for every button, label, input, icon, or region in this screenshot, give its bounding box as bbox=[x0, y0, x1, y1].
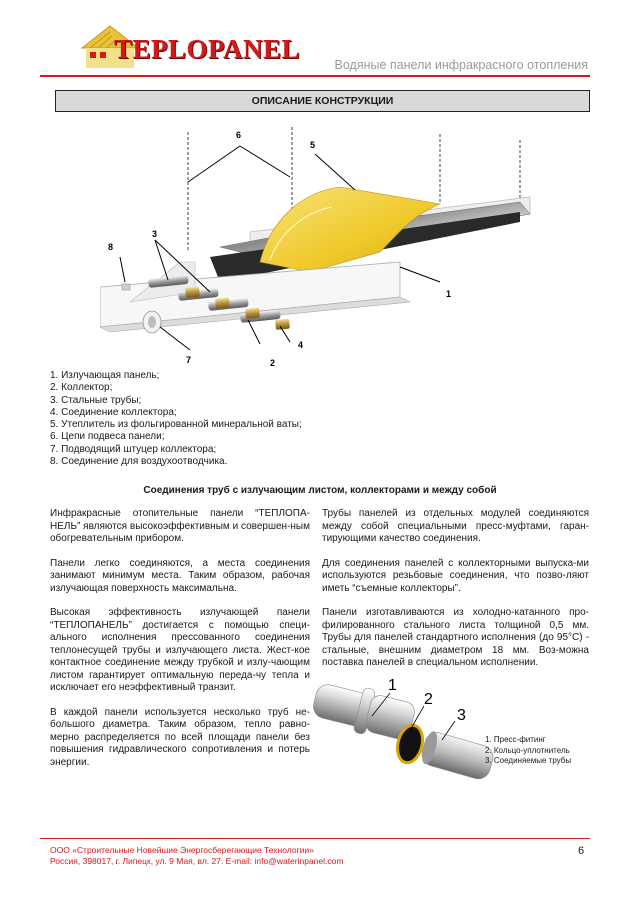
callout-7: 7 bbox=[186, 355, 192, 365]
fitting-callout-3: 3 bbox=[457, 707, 466, 724]
fitting-legend bbox=[485, 735, 571, 767]
footer-contacts bbox=[50, 845, 343, 867]
header-tagline: Водяные панели инфракрасного отопления bbox=[334, 58, 588, 72]
legend-item: 2. Коллектор; bbox=[50, 382, 113, 394]
paragraph: Трубы панелей из отдельных модулей соединяются между собой специальными пресс-муфтами, гаран-тирующими качество соединения. bbox=[322, 508, 589, 544]
legend-item: 8. Соединение для воздухоотводчика. bbox=[50, 456, 228, 468]
logo-text: TEPLOPANEL bbox=[114, 34, 301, 64]
fitting-legend-item: 3. Соединяемые трубы bbox=[485, 756, 572, 765]
page-number: 6 bbox=[578, 845, 585, 857]
logo bbox=[80, 22, 320, 72]
paragraph: Инфракрасные отопительные панели “ТЕПЛОПА-НЕЛЬ” являются высокоэффективным и совершен-ным обогревательным прибором. bbox=[50, 508, 310, 544]
fitting-callout-2: 2 bbox=[424, 691, 433, 708]
callout-8: 8 bbox=[108, 242, 114, 252]
callout-2: 2 bbox=[270, 358, 276, 368]
paragraph: Для соединения панелей с коллекторными выпуска-ми используются резьбовые соединения, что позво-ляют иметь “съемные коллекторы”. bbox=[322, 557, 589, 594]
paragraph: Высокая эффективность излучающей панели “ТЕПЛОПАНЕЛЬ” достигается с помощью специ-ального исполнения прессованного соединения теплонесущей трубы и излучающего листа. Жест-кое контактное соединение между трубкой и излу-чающим листом гарантирует оптимальную переда-чу тепла и исключает его неэффективный транзит. bbox=[50, 607, 310, 693]
page-header bbox=[0, 0, 638, 80]
legend-item: 5. Утеплитель из фольгированной минеральной ваты; bbox=[50, 419, 302, 431]
component-legend bbox=[50, 370, 590, 468]
callout-3: 3 bbox=[152, 229, 158, 239]
legend-item: 4. Соединение коллектора; bbox=[50, 406, 177, 418]
legend-item: 6. Цепи подвеса панели; bbox=[50, 431, 165, 443]
fitting-callout-1: 1 bbox=[388, 677, 397, 694]
left-text-column bbox=[50, 508, 310, 781]
legend-item: 7. Подводящий штуцер коллектора; bbox=[50, 443, 217, 455]
callout-6: 6 bbox=[236, 130, 242, 140]
paragraph: Панели легко соединяются, а места соединения занимают минимум места. Таким образом, рабочая излучающая поверхность максимальна. bbox=[50, 557, 310, 594]
panel-construction-diagram bbox=[100, 122, 540, 372]
fitting-legend-item: 1. Пресс-фитинг bbox=[485, 735, 546, 744]
press-fitting-illustration bbox=[312, 668, 597, 786]
header-divider bbox=[40, 75, 590, 77]
right-text-column bbox=[322, 508, 589, 682]
callout-1: 1 bbox=[446, 289, 452, 299]
legend-item: 1. Излучающая панель; bbox=[50, 370, 160, 381]
footer-company: ООО «Строительные Новейшие Энергосберегающие Технологии» bbox=[50, 845, 314, 855]
callout-4: 4 bbox=[298, 340, 304, 350]
callout-5: 5 bbox=[310, 140, 316, 150]
connections-heading: Соединения труб с излучающим листом, коллекторами и между собой bbox=[143, 485, 497, 496]
footer-address: Россия, 398017, г. Липецк, ул. 9 Мая, вл. 27. E-mail: info@waterinpanel.com bbox=[50, 856, 344, 866]
paragraph: Панели изготавливаются из холодно-катанного про-филированного стального листа толщиной 0,5 мм. Трубы для панелей стандартного исполнения (до 95°С) - стальные, внешним диаметром 18 мм. Воз-можна поставка панелей в специальном исполнении. bbox=[322, 607, 589, 668]
paragraph: В каждой панели используется несколько труб не-большого диаметра. Таким образом, тепло равно-мерно распределяется по всей площади панели без повышения гидравлического сопротивления и потерь энергии. bbox=[50, 706, 310, 768]
air-vent-connection bbox=[122, 284, 130, 290]
section-title: ОПИСАНИЕ КОНСТРУКЦИИ bbox=[55, 90, 590, 112]
legend-item: 3. Стальные трубы; bbox=[50, 394, 142, 406]
fitting-legend-item: 2. Кольцо-уплотнитель bbox=[485, 745, 570, 755]
footer-divider bbox=[40, 838, 590, 839]
